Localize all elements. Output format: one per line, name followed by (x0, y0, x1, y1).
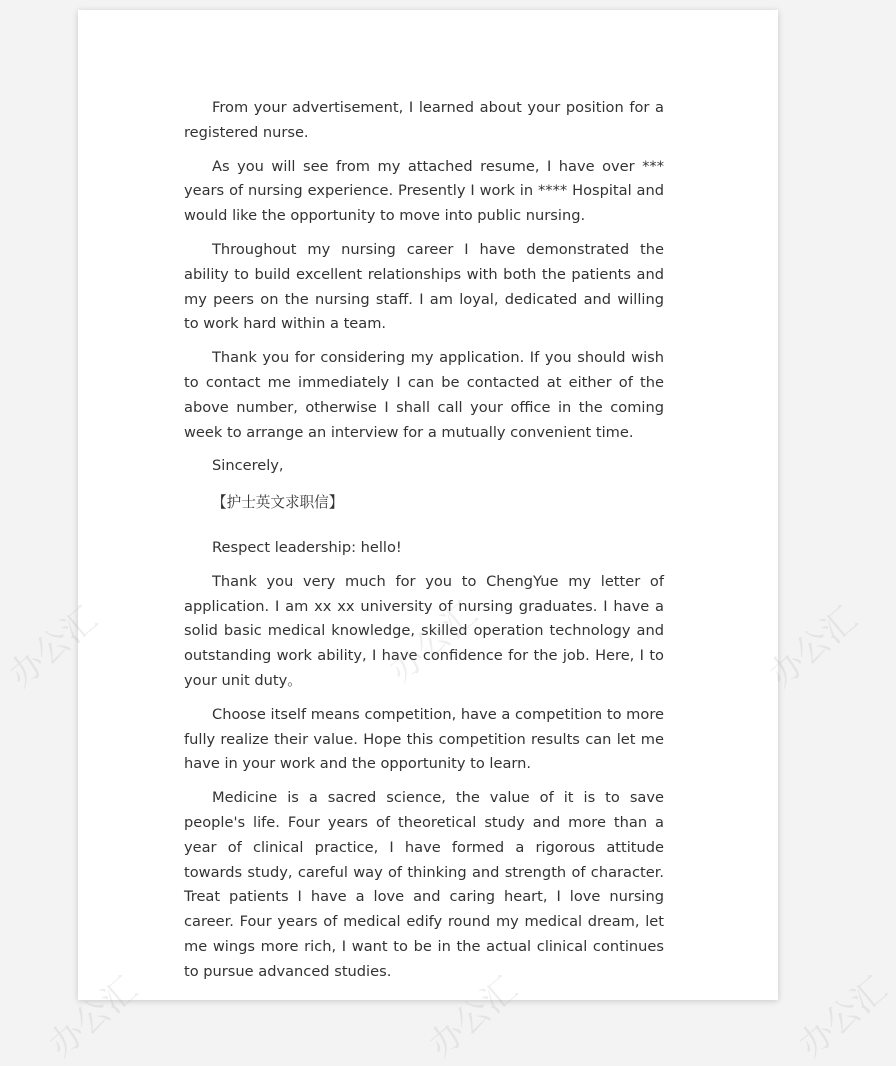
paragraph-thank-you: Thank you for considering my application. If you should wish to contact me immediately I can be contacted at either of the above number, otherwise I shall call your office in the coming week to arrange an interview for a mutually convenient time. (184, 349, 664, 441)
greeting: Respect leadership: hello! (212, 538, 402, 556)
watermark-right: 办公汇 (761, 599, 866, 696)
paragraph-advertisement: From your advertisement, I learned about your position for a registered nurse. (184, 99, 664, 141)
watermark-left: 办公汇 (1, 599, 106, 696)
paragraph-medicine: Medicine is a sacred science, the value of it is to save people's life. Four years of theoretical study and more than a year of clinical practice, I have formed a rigorous attitude towards study, careful way of thinking and strength of character. Treat patients I have a love and caring heart, I love nursing career. Four years of medical edify round my medical dream, let me wings more rich, I want to be in the actual clinical continues to pursue advanced studies. (184, 789, 664, 980)
document-page (78, 10, 778, 1000)
closing-sincerely: Sincerely, (212, 457, 284, 475)
letter-body (184, 96, 664, 994)
section-heading: 【护士英文求职信】 (212, 494, 344, 512)
paragraph-experience: As you will see from my attached resume, I have over *** years of nursing experience. Presently I work in **** Hospital and would like the opportunity to move into public nursing. (184, 157, 664, 225)
watermark-bottom-center: 办公汇 (421, 969, 526, 1066)
paragraph-career: Throughout my nursing career I have demonstrated the ability to build excellent relationships with both the patients and my peers on the nursing staff. I am loyal, dedicated and willing to work hard within a team. (184, 240, 664, 333)
watermark-bottom-right: 办公汇 (791, 969, 896, 1066)
watermark-bottom-left: 办公汇 (41, 969, 146, 1066)
paragraph-application: Thank you very much for you to ChengYue my letter of application. I am xx xx university of nursing graduates. I have a solid basic medical knowledge, skilled operation technology and outstanding work ability, I have confidence for the job. Here, I to your unit duty。 (184, 572, 664, 689)
paragraph-competition: Choose itself means competition, have a competition to more fully realize their value. Hope this competition results can let me have in your work and the opportunity to learn. (184, 705, 664, 773)
